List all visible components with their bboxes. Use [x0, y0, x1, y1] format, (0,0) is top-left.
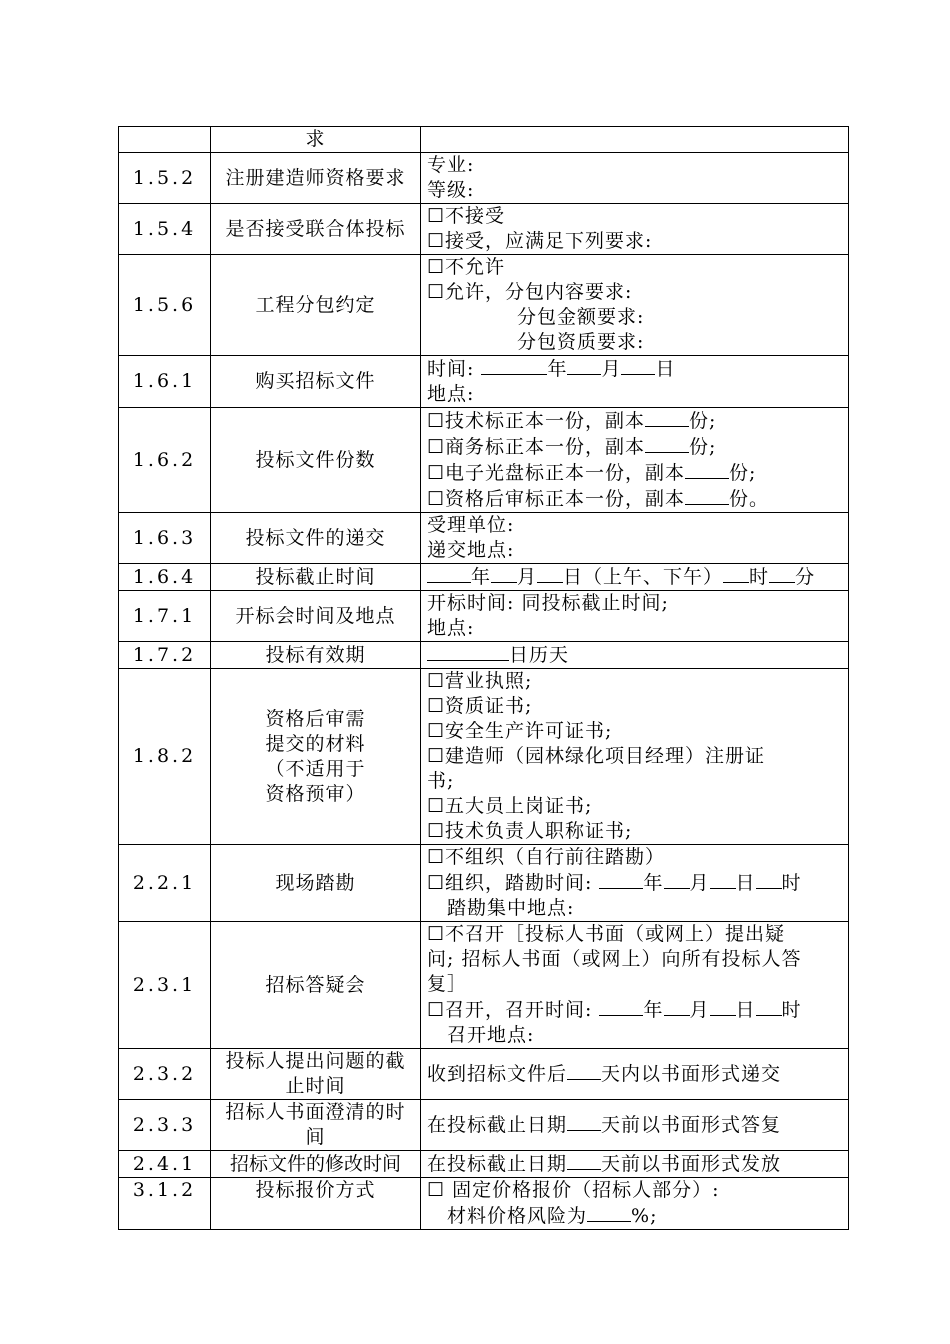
- fill-blank: [537, 564, 563, 583]
- content-text: 份;: [689, 436, 717, 458]
- clause-content: [421, 255, 849, 356]
- content-text: 份;: [689, 410, 717, 432]
- content-text: 月: [601, 358, 622, 380]
- content-text: ☐电子光盘标正本一份，副本: [427, 462, 686, 484]
- content-line: 问; 招标人书面（或网上）向所有投标人答: [427, 948, 802, 970]
- clause-number: 2.3.1: [119, 922, 211, 1049]
- content-text: 时: [749, 566, 770, 588]
- checkbox-option: ☐营业执照;: [427, 670, 533, 692]
- clause-item: 是否接受联合体投标: [211, 204, 421, 255]
- table-row: [119, 1178, 849, 1230]
- clause-content: [421, 642, 849, 669]
- content-line: [427, 1203, 842, 1229]
- content-text: 份。: [729, 488, 770, 510]
- table-row: [119, 1100, 849, 1151]
- content-text: 时间:: [427, 358, 475, 380]
- content-text: 在投标截止日期: [427, 1114, 568, 1136]
- content-text: %;: [631, 1205, 658, 1227]
- clause-number: 1.5.6: [119, 255, 211, 356]
- checkbox-option: ☐五大员上岗证书;: [427, 795, 593, 817]
- content-line: 踏勘集中地点:: [447, 897, 575, 919]
- table-row: [119, 204, 849, 255]
- table-row: [119, 255, 849, 356]
- content-line: 书;: [427, 770, 455, 792]
- fill-blank: [567, 356, 601, 375]
- fill-blank: [567, 1112, 601, 1131]
- content-text: 天内以书面形式递交: [601, 1063, 782, 1085]
- content-text: 时: [781, 999, 802, 1021]
- checkbox-option: ☐资质证书;: [427, 695, 533, 717]
- item-line: 提交的材料: [265, 732, 366, 755]
- content-text: 年: [643, 872, 664, 894]
- fill-blank: [664, 870, 690, 889]
- clause-content: [421, 408, 849, 513]
- content-text: 月: [689, 999, 710, 1021]
- fill-blank: [481, 356, 547, 375]
- checkbox-option: [427, 486, 842, 512]
- clause-item: 投标文件份数: [211, 408, 421, 513]
- clause-item: 注册建造师资格要求: [211, 153, 421, 204]
- clause-number: 2.3.2: [119, 1049, 211, 1100]
- content-line: [427, 1151, 842, 1177]
- content-line: 开标时间: 同投标截止时间;: [427, 592, 669, 614]
- checkbox-option: ☐接受，应满足下列要求:: [427, 230, 653, 252]
- fill-blank: [685, 460, 729, 479]
- item-line: （不适用于: [265, 757, 366, 780]
- content-text: 月: [517, 566, 538, 588]
- fill-blank: [723, 564, 749, 583]
- table-row: [119, 564, 849, 591]
- table-row: [119, 1049, 849, 1100]
- table-row: [119, 513, 849, 564]
- content-line: [427, 1061, 842, 1087]
- clause-number: 1.6.4: [119, 564, 211, 591]
- fill-blank: [710, 997, 736, 1016]
- content-text: 收到招标文件后: [427, 1063, 568, 1085]
- clause-item: 求: [211, 127, 421, 153]
- table-row: [119, 922, 849, 1049]
- clause-content: [421, 204, 849, 255]
- content-line: [427, 356, 842, 382]
- content-text: 分: [795, 566, 816, 588]
- clause-number: 1.5.2: [119, 153, 211, 204]
- clause-number: 2.2.1: [119, 845, 211, 922]
- content-text: 天前以书面形式答复: [601, 1114, 782, 1136]
- checkbox-option: ☐不接受: [427, 205, 506, 227]
- fill-blank: [710, 870, 736, 889]
- content-text: 时: [781, 872, 802, 894]
- clause-number: 1.8.2: [119, 669, 211, 845]
- checkbox-option: ☐允许，分包内容要求:: [427, 281, 633, 303]
- content-line: 地点:: [427, 383, 475, 405]
- fill-blank: [645, 408, 689, 427]
- checkbox-option: ☐不允许: [427, 256, 506, 278]
- checkbox-option: [427, 997, 842, 1023]
- clause-number: 1.6.1: [119, 356, 211, 408]
- clause-item: 投标报价方式: [211, 1178, 421, 1230]
- clause-number: [119, 127, 211, 153]
- checkbox-option: [427, 460, 842, 486]
- content-line: 受理单位:: [427, 514, 515, 536]
- checkbox-option: [427, 870, 842, 896]
- content-text: ☐技术标正本一份，副本: [427, 410, 646, 432]
- clause-number: 1.6.2: [119, 408, 211, 513]
- content-text: 日历天: [509, 644, 570, 666]
- checkbox-option: [427, 408, 842, 434]
- clause-content: [421, 922, 849, 1049]
- tender-data-table: [118, 126, 849, 1230]
- clause-item: 招标人书面澄清的时间: [211, 1100, 421, 1151]
- fill-blank: [599, 997, 643, 1016]
- clause-item: 工程分包约定: [211, 255, 421, 356]
- content-line: 分包资质要求:: [517, 331, 645, 353]
- fill-blank: [587, 1203, 631, 1222]
- fill-blank: [427, 564, 471, 583]
- clause-item: 投标截止时间: [211, 564, 421, 591]
- clause-content: [421, 845, 849, 922]
- checkbox-option: [427, 434, 842, 460]
- clause-item: 招标答疑会: [211, 922, 421, 1049]
- content-line: [427, 564, 842, 590]
- table-row: [119, 845, 849, 922]
- clause-content: [421, 1049, 849, 1100]
- checkbox-option: ☐技术负责人职称证书;: [427, 820, 633, 842]
- table-row: [119, 408, 849, 513]
- clause-item: 开标会时间及地点: [211, 591, 421, 642]
- content-text: 日（上午、下午）: [563, 566, 724, 588]
- item-line: 资格预审）: [265, 782, 366, 805]
- content-line: 专业:: [427, 154, 475, 176]
- content-text: 日: [735, 999, 756, 1021]
- clause-number: 1.6.3: [119, 513, 211, 564]
- content-line: 复］: [427, 973, 468, 995]
- fill-blank: [427, 642, 509, 661]
- table-row: [119, 642, 849, 669]
- clause-content: [421, 1151, 849, 1178]
- clause-content: [421, 513, 849, 564]
- clause-item: 投标人提出问题的截止时间: [211, 1049, 421, 1100]
- fill-blank: [756, 997, 782, 1016]
- content-text: 年: [547, 358, 568, 380]
- clause-content: [421, 591, 849, 642]
- fill-blank: [645, 434, 689, 453]
- clause-number: 3.1.2: [119, 1178, 211, 1230]
- content-line: [427, 642, 842, 668]
- content-text: 日: [655, 358, 676, 380]
- content-text: 天前以书面形式发放: [601, 1153, 782, 1175]
- table-row: [119, 1151, 849, 1178]
- content-line: 地点:: [427, 617, 475, 639]
- content-text: ☐资格后审标正本一份，副本: [427, 488, 686, 510]
- fill-blank: [664, 997, 690, 1016]
- table-row: [119, 153, 849, 204]
- fill-blank: [567, 1151, 601, 1170]
- content-text: 年: [643, 999, 664, 1021]
- content-text: ☐召开，召开时间:: [427, 999, 593, 1021]
- clause-number: 1.7.2: [119, 642, 211, 669]
- checkbox-option: ☐不召开［投标人书面（或网上）提出疑: [427, 923, 786, 945]
- content-line: [427, 1112, 842, 1138]
- clause-content: [421, 356, 849, 408]
- clause-content: [421, 1178, 849, 1230]
- clause-number: 1.7.1: [119, 591, 211, 642]
- content-line: 分包金额要求:: [517, 306, 645, 328]
- item-line: 资格后审需: [265, 707, 366, 730]
- fill-blank: [685, 486, 729, 505]
- content-line: 递交地点:: [427, 539, 515, 561]
- fill-blank: [491, 564, 517, 583]
- content-text: ☐组织，踏勘时间:: [427, 872, 593, 894]
- clause-item: 现场踏勘: [211, 845, 421, 922]
- fill-blank: [567, 1061, 601, 1080]
- table-row: [119, 127, 849, 153]
- fill-blank: [621, 356, 655, 375]
- clause-content: [421, 1100, 849, 1151]
- clause-content: [421, 669, 849, 845]
- clause-number: 2.4.1: [119, 1151, 211, 1178]
- clause-number: 2.3.3: [119, 1100, 211, 1151]
- fill-blank: [769, 564, 795, 583]
- clause-item: 投标文件的递交: [211, 513, 421, 564]
- checkbox-option: ☐建造师（园林绿化项目经理）注册证: [427, 745, 766, 767]
- table-row: [119, 669, 849, 845]
- table-row: [119, 356, 849, 408]
- clause-item: 招标文件的修改时间: [211, 1151, 421, 1178]
- content-text: ☐商务标正本一份，副本: [427, 436, 646, 458]
- checkbox-option: ☐ 固定价格报价（招标人部分）:: [427, 1179, 720, 1201]
- content-text: 日: [735, 872, 756, 894]
- content-text: 材料价格风险为: [447, 1205, 588, 1227]
- fill-blank: [599, 870, 643, 889]
- clause-item: 投标有效期: [211, 642, 421, 669]
- content-text: 份;: [729, 462, 757, 484]
- clause-item: [211, 669, 421, 845]
- checkbox-option: ☐不组织（自行前往踏勘）: [427, 846, 666, 868]
- table-row: [119, 591, 849, 642]
- fill-blank: [756, 870, 782, 889]
- checkbox-option: ☐安全生产许可证书;: [427, 720, 613, 742]
- clause-content: [421, 564, 849, 591]
- content-line: 召开地点:: [447, 1024, 535, 1046]
- clause-content: [421, 127, 849, 153]
- clause-content: [421, 153, 849, 204]
- content-line: 等级:: [427, 179, 475, 201]
- clause-number: 1.5.4: [119, 204, 211, 255]
- content-text: 月: [689, 872, 710, 894]
- clause-item: 购买招标文件: [211, 356, 421, 408]
- content-text: 年: [471, 566, 492, 588]
- content-text: 在投标截止日期: [427, 1153, 568, 1175]
